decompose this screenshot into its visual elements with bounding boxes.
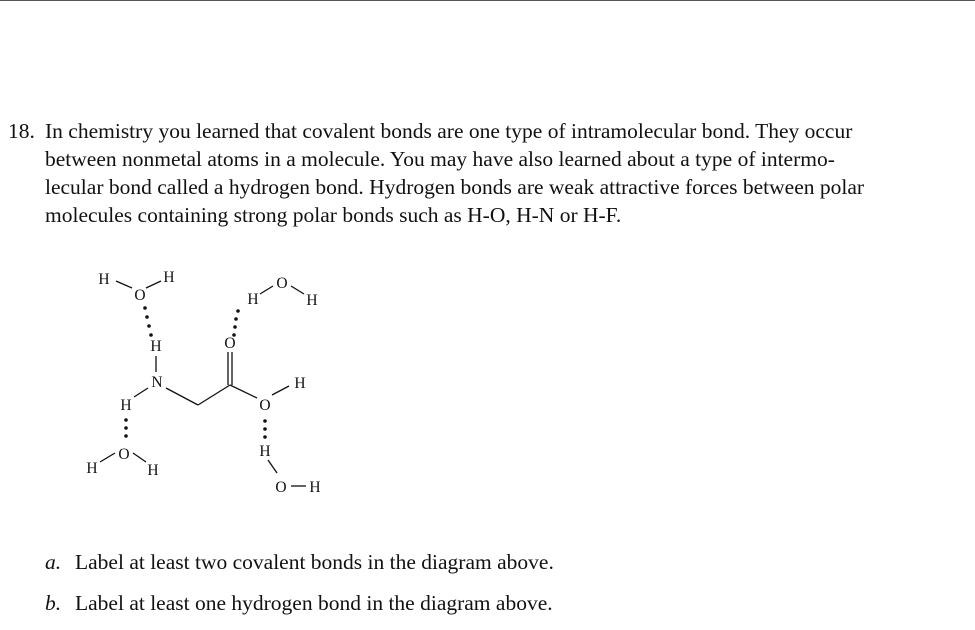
- covalent-bond: [134, 388, 148, 397]
- subquestion-letter: a.: [45, 550, 62, 574]
- question-line: between nonmetal atoms in a molecule. You may have also learned about a type of intermo-: [45, 147, 835, 171]
- atom-h: H: [150, 338, 162, 355]
- covalent-bond: [166, 388, 198, 405]
- hydrogen-bond-dot: [236, 309, 240, 313]
- atom-o: O: [118, 446, 130, 463]
- molecule-diagram-svg: [70, 260, 360, 500]
- covalent-bond: [291, 286, 304, 294]
- covalent-bond: [268, 460, 277, 473]
- hydrogen-bond-dot: [263, 427, 267, 431]
- hydrogen-bond-dot: [147, 324, 151, 328]
- covalent-bond: [272, 386, 289, 395]
- covalent-bond: [146, 281, 161, 288]
- question-line: lecular bond called a hydrogen bond. Hydrogen bonds are weak attractive forces between polar: [45, 175, 865, 199]
- subquestion-a: [45, 548, 554, 576]
- atom-h: H: [306, 292, 318, 309]
- atom-h: H: [147, 462, 159, 479]
- subquestion-letter: b.: [45, 591, 62, 615]
- atom-n: N: [151, 374, 163, 391]
- hydrogen-bond-dot: [124, 418, 128, 422]
- hydrogen-bond-diagram: [70, 260, 360, 500]
- covalent-bond: [198, 385, 230, 405]
- atom-h: H: [309, 479, 321, 496]
- top-border-line: [0, 0, 975, 1]
- question-line: molecules containing strong polar bonds such as H-O, H-N or H-F.: [45, 203, 622, 227]
- hydrogen-bond-dot: [145, 315, 149, 319]
- hydrogen-bond-dot: [124, 426, 128, 430]
- atom-h: H: [120, 397, 132, 414]
- question-number: 18.: [8, 119, 35, 143]
- hydrogen-bond-dot: [143, 306, 147, 310]
- atom-h: H: [247, 291, 259, 308]
- subquestion-text: Label at least one hydrogen bond in the diagram above.: [75, 591, 553, 615]
- atom-o: O: [224, 335, 236, 352]
- hydrogen-bond-dot: [263, 419, 267, 423]
- atom-h: H: [259, 443, 271, 460]
- subquestion-b: [45, 589, 553, 617]
- atom-h: H: [86, 460, 98, 477]
- question-text: [45, 117, 938, 229]
- atom-o: O: [275, 479, 287, 496]
- atom-h: H: [163, 269, 175, 286]
- covalent-bond: [133, 453, 146, 462]
- hydrogen-bond-dot: [149, 333, 153, 337]
- atom-h: H: [294, 375, 306, 392]
- hydrogen-bond-dot: [124, 434, 128, 438]
- atom-o: O: [134, 287, 146, 304]
- atom-o: O: [276, 275, 288, 292]
- hydrogen-bond-dot: [234, 317, 238, 321]
- hydrogen-bond-dot: [263, 435, 267, 439]
- covalent-bond: [230, 385, 257, 398]
- hydrogen-bond-dot: [233, 325, 237, 329]
- question-line: In chemistry you learned that covalent bonds are one type of intramolecular bond. They occur: [45, 119, 853, 143]
- atom-h: H: [98, 271, 110, 288]
- covalent-bond: [116, 281, 132, 288]
- covalent-bond: [260, 286, 273, 294]
- question-18: [8, 117, 938, 229]
- atom-o: O: [259, 397, 271, 414]
- covalent-bond: [100, 453, 115, 462]
- subquestion-text: Label at least two covalent bonds in the diagram above.: [75, 550, 554, 574]
